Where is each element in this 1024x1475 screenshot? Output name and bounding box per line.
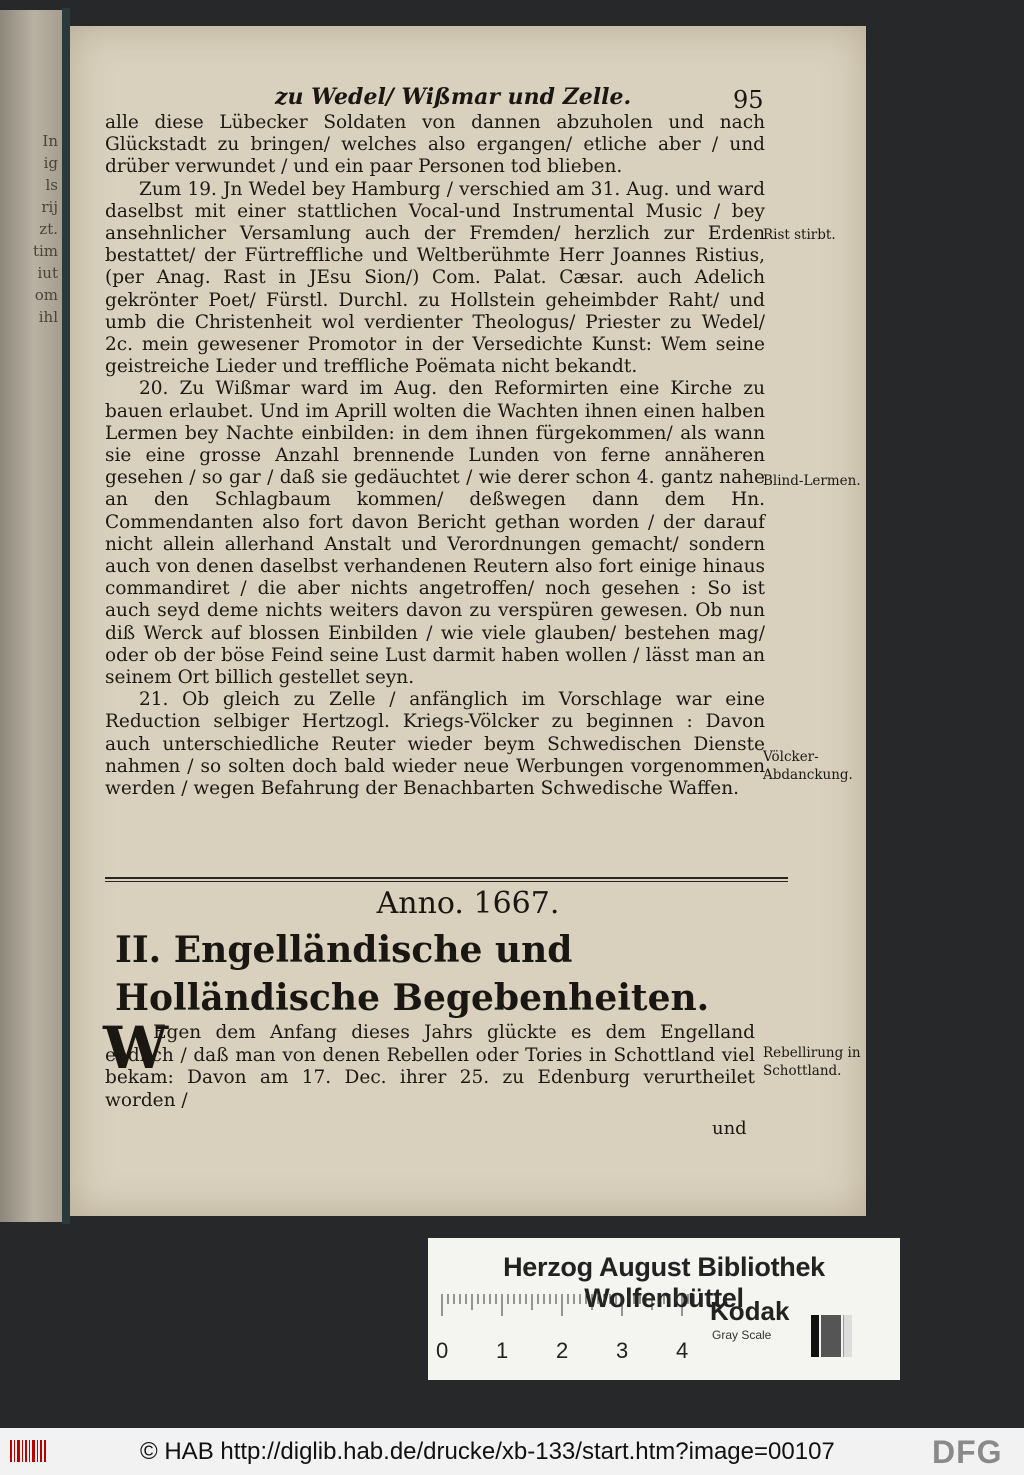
library-label-card xyxy=(428,1238,900,1380)
scale-ruler xyxy=(428,1290,708,1370)
edge-glyph: rij xyxy=(41,198,58,216)
marginal-note: Rebellirung in Schottland. xyxy=(763,1045,861,1079)
gray-patch-black xyxy=(811,1315,819,1357)
facing-page-edge xyxy=(0,10,62,1222)
paragraph: 20. Zu Wißmar ward im Aug. den Reformirten eine Kirche zu bauen erlaubet. Und im Aprill wolten die Wachten ihnen einen halben Lermen bey Nachte einbilden: in dem ihnen fürgekommen/ als wann sie eine grosse Anzahl brennende Lunden von ferne annäheren gesehen / so gar / daß sie gedäuchtet / wie derer schon 4. gantz nahe an den Schlagbaum kommen/ deßwegen dann dem Hn. Commendanten also fort davon Bericht gethan worden / der darauf nicht allein allerhand Anstalt und Verordnungen gemacht/ sondern auch von denen daselbst verhandenen Reutern also fort einige hinaus commandiret / die aber nichts angetroffen/ noch gesehen : So ist auch seyd deme nichts weiters davon zu verspüren gewesen. Ob nun diß Werck auf blossen Einbilden / wie viele glauben/ bestehen mag/ oder ob der böse Feind seine Lust darmit haben wollen / lässt man an seinem Ort billich gestellet seyn. xyxy=(105,378,765,689)
marginal-note: Blind-Lermen. xyxy=(763,473,861,489)
edge-glyph: zt. xyxy=(39,220,58,238)
edge-glyph: ig xyxy=(43,154,58,172)
copyright-url[interactable]: © HAB http://diglib.hab.de/drucke/xb-133/start.htm?image=00107 xyxy=(140,1438,835,1465)
paragraph: Zum 19. Jn Wedel bey Hamburg / verschied am 31. Aug. und ward daselbst mit einer stattlichen Vocal-und Instrumental Music / bey ansehnlicher Versamlung auch der Fremden/ herzlich zur Erden bestattet/ der Fürtreffliche und Weltberühmte Herr Joannes Ristius, (per Anag. Rast in JEsu Sion/) Com. Palat. Cæsar. auch Adelich gekrönter Poet/ Fürstl. Durchl. zu Hollstein geheimbder Raht/ und umb die Christenheit wol verdienter Theologus/ Priester zu Wedel/ 2c. mein gewesener Promotor in der Versedichte Kunst: Wem seine geistreiche Lieder und treffliche Poëmata nicht bekandt. xyxy=(105,178,765,378)
page-number: 95 xyxy=(733,86,764,114)
edge-glyph: om xyxy=(34,286,58,304)
ruler-number: 2 xyxy=(556,1338,569,1363)
section-rule xyxy=(105,877,788,879)
footer-bar xyxy=(0,1428,1024,1475)
edge-glyph: ihl xyxy=(38,308,58,326)
edge-glyph: iut xyxy=(37,264,58,282)
drop-cap: W xyxy=(103,1014,169,1082)
barcode-icon xyxy=(10,1438,50,1464)
year-heading: Anno. 1667. xyxy=(376,886,560,921)
paragraph: alle diese Lübecker Soldaten von dannen abzuholen und nach Glückstadt zu bringen/ welches also ergangen/ etliche aber / und drüber verwundet / und ein paar Personen tod blieben. xyxy=(105,112,765,178)
ruler-numbers xyxy=(436,1338,688,1363)
edge-glyph: tim xyxy=(32,242,58,260)
marginal-note: Rist stirbt. xyxy=(763,227,836,243)
section-body xyxy=(103,1014,755,1112)
ruler-number: 0 xyxy=(436,1338,449,1363)
paragraph: 21. Ob gleich zu Zelle / anfänglich im Vorschlage war eine Reduction selbiger Hertzogl. Kriegs-Völcker zu beginnen : Davon auch unterschiedliche Reuter wieder beym Schwedischen Dienste nahmen / so solten doch bald wieder neue Werbungen vorgenommen werden / wegen Befahrung der Benachbarten Schwedische Waffen. xyxy=(105,689,765,800)
catchword: und xyxy=(712,1118,747,1139)
body-text xyxy=(105,112,765,800)
gray-scale-label: Gray Scale xyxy=(712,1328,772,1342)
edge-glyph: ls xyxy=(45,176,58,194)
ruler-ticks xyxy=(442,1294,694,1316)
ruler-number: 1 xyxy=(496,1338,509,1363)
dfg-logo: DFG xyxy=(932,1434,1003,1470)
section-rule-thin xyxy=(105,881,788,882)
book-page xyxy=(70,26,866,1216)
kodak-logo: Kodak xyxy=(710,1296,790,1326)
gray-patch-mid xyxy=(821,1315,841,1357)
running-head: zu Wedel/ Wißmar und Zelle. xyxy=(275,84,632,110)
gray-patch-light xyxy=(843,1315,852,1357)
edge-glyph: In xyxy=(42,132,58,150)
book-gutter xyxy=(62,8,70,1224)
paragraph: Egen dem Anfang dieses Jahrs glückte es dem Engelland endlich / daß man von denen Rebellen oder Tories in Schottland viel bekam: Davon am 17. Dec. ihrer 25. zu Edenburg verurtheilet worden / xyxy=(105,1022,755,1111)
ruler-number: 4 xyxy=(676,1338,689,1363)
library-name: Herzog August Bibliothek Wolfenbüttel xyxy=(503,1252,825,1313)
facing-page-text-fragments xyxy=(0,130,60,328)
ruler-number: 3 xyxy=(616,1338,629,1363)
marginal-note: Völcker-Abdanckung. xyxy=(763,749,853,783)
section-title: II. Engelländische und Holländische Begebenheiten. xyxy=(115,929,710,1019)
